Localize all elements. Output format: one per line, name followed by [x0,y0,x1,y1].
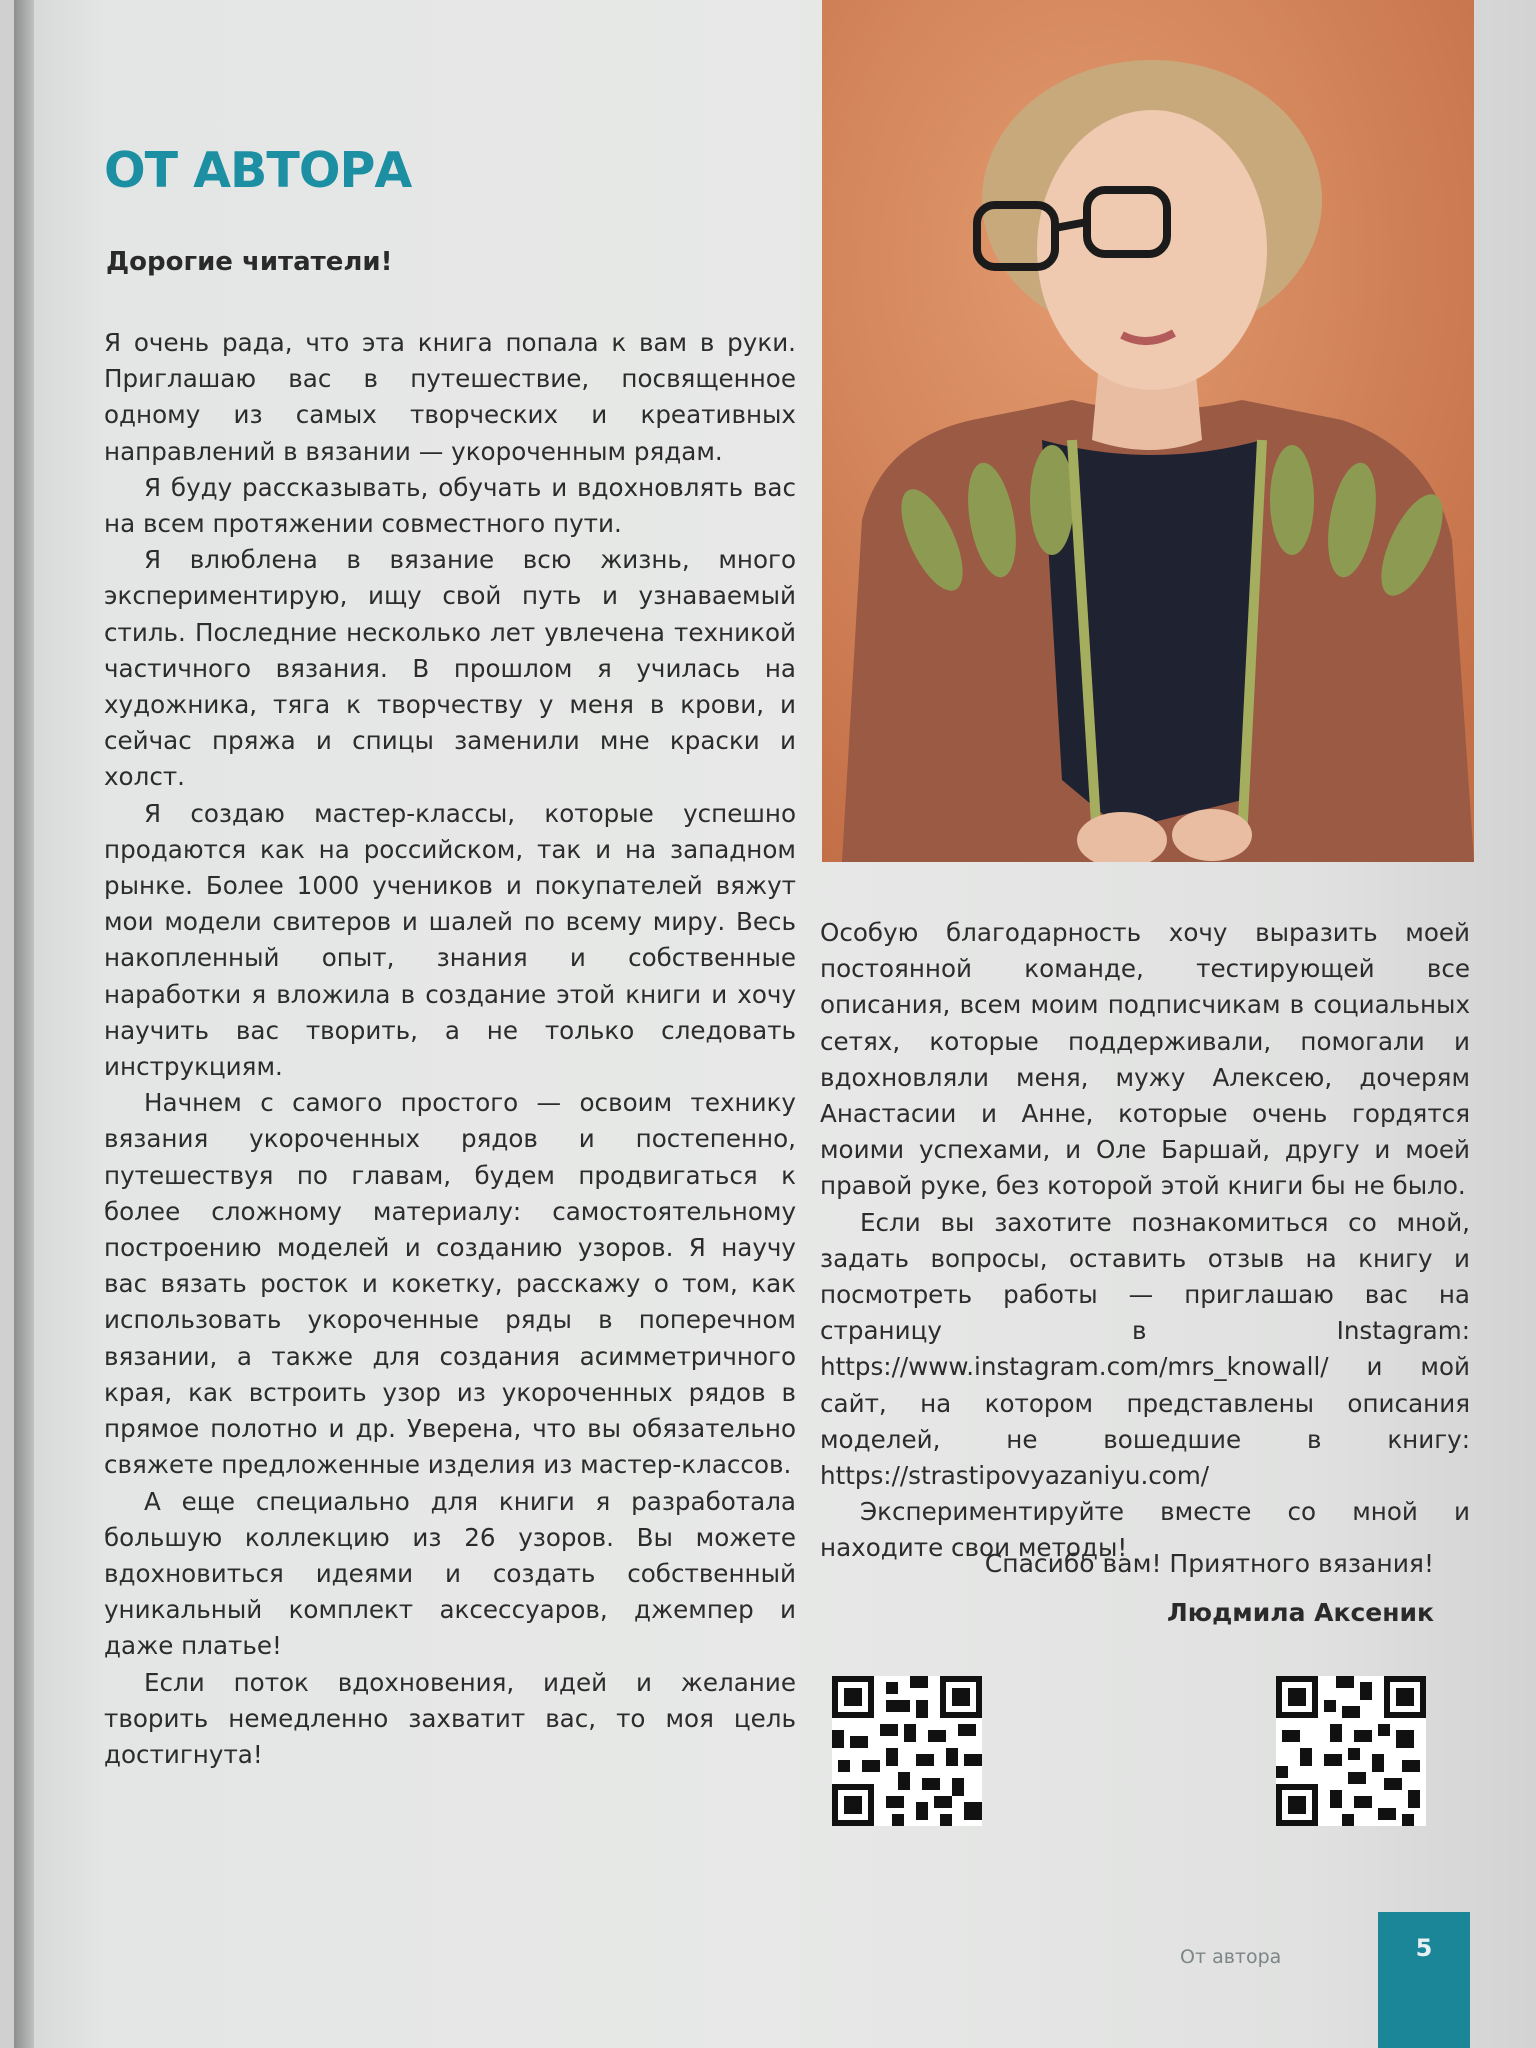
book-page [14,0,1536,2048]
paragraph: Я влюблена в вязание всю жизнь, много экспериментирую, ищу свой путь и узнаваемый стиль. Последние несколько лет увлечена техникой частичного вязания. В прошлом я училась на художника, тяга к творчеству у меня в крови, и сейчас пряжа и спицы заменили мне краски и холст. [104,545,796,792]
book-spine-shadow [14,0,34,2048]
paragraph: Если вы захотите познакомиться со мной, задать вопросы, оставить отзыв на книгу и посмотреть работы — приглашаю вас на страницу в Instagram: https://www.instagram.com/mrs_knowall/ и мой сайт, на котором представлены описания моделей, не вошедшие в книгу: https://strastipovyazaniyu.com/ [820,1207,1470,1491]
qr-code-icon [832,1676,982,1826]
paragraph: Я очень рада, что эта книга попала к вам в руки. Приглашаю вас в путешествие, посвященное одному из самых творческих и креативных направлений в вязании — укороченным рядам. [104,328,796,466]
paragraph: Если поток вдохновения, идей и желание творить немедленно захватит вас, то моя цель достигнута! [104,1667,796,1769]
author-portrait-illustration [822,0,1474,862]
paragraph: Экспериментируйте вместе со мной и находите свои методы! [820,1497,1470,1563]
paragraph: Особую благодарность хочу выразить моей постоянной команде, тестирующей все описания, всем моим подписчикам в социальных сетях, которые поддерживали, помогали и вдохновляли меня, мужу Алексею, дочерям Анастасии и Анне, которые очень гордятся моими успехами, и Оле Баршай, другу и моей правой руке, без которой этой книги бы не было. [820,918,1470,1201]
greeting: Дорогие читатели! [106,247,393,277]
page-number-tab [1378,1912,1470,2048]
paragraph: Я создаю мастер-классы, которые успешно продаются как на российском, так и на западном рынке. Более 1000 учеников и покупателей вяжут мои модели свитеров и шалей по всему миру. Весь накопленный опыт, знания и собственные наработки я вложила в создание этой книги и хочу научить вас творить, а не только следовать инструкциям. [104,798,796,1082]
page-title: ОТ АВТОРА [104,142,412,199]
paragraph: Начнем с самого простого — освоим технику вязания укороченных рядов и постепенно, путешествуя по главам, будем продвигаться к более сложному материалу: самостоятельному построению моделей и созданию узоров. Я научу вас вязать росток и кокетку, расскажу о том, как использовать укороченные ряды в поперечном вязании, а также для создания асимметричного края, как встроить узор из укороченных рядов в прямое полотно и др. Уверена, что вы обязательно свяжете предложенные изделия из мастер-классов. [104,1088,796,1480]
qr-code-icon [1276,1676,1426,1826]
page-number: 5 [1415,1934,1433,1962]
footer-section-label: От автора [1180,1946,1282,1968]
author-photo [822,0,1474,862]
paragraph: А еще специально для книги я разработала большую коллекцию из 26 узоров. Вы можете вдохновиться идеями и создать собственный уникальный комплект аксессуаров, джемпер и даже платье! [104,1486,796,1661]
author-signature: Людмила Аксеник [1167,1598,1434,1627]
closing-thanks: Спасибо вам! Приятного вязания! [984,1549,1434,1578]
left-column-text [104,325,796,1773]
paragraph: Я буду рассказывать, обучать и вдохновлять вас на всем протяжении совместного пути. [104,472,796,539]
right-column-text [820,915,1470,1567]
